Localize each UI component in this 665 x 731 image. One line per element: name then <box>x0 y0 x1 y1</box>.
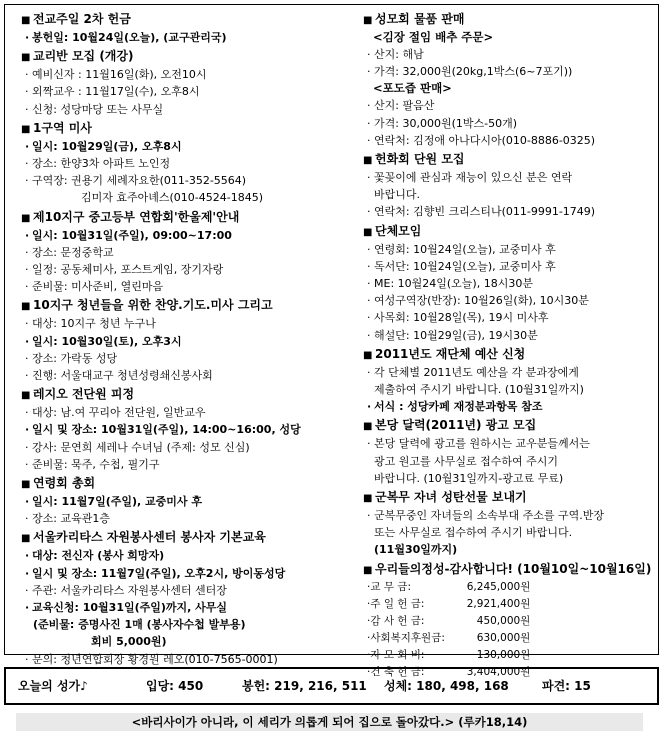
info-line: ME: 10월24일(오늘), 18시30분 <box>374 277 533 291</box>
info-line: 본당 달력에 광고를 원하시는 교우분들께서는 <box>374 437 590 451</box>
section-title: 1구역 미사 <box>33 120 92 135</box>
hymn-label: 오늘의 성가♪ <box>18 679 88 693</box>
section-title: 우리들의정성-감사합니다! (10월10일~10월16일) <box>375 561 652 576</box>
section-title: 군복무 자녀 성탄선물 보내기 <box>375 490 527 505</box>
section-title: 2011년도 재단체 예산 신청 <box>375 346 526 361</box>
square-bullet-icon: ■ <box>21 15 31 26</box>
info-line: 여성구역장(반장): 10월26일(화), 10시30분 <box>374 294 589 308</box>
section-title: 단체모임 <box>375 223 422 238</box>
section-budget-request: ■ 2011년도 재단체 예산 신청 · 각 단체별 2011년도 예산을 각 분과장에게 제출하여 주시기 바랍니다. (10월31일까지) · 서식 : 성당카페 재정분과항목 참조 <box>363 346 584 414</box>
info-line: 신청: 성당마당 또는 사무실 <box>32 102 164 116</box>
hymn-communion: 성체: 180, 498, 168 <box>384 679 509 693</box>
info-line: 사목회: 10월28일(목), 19시 미사후 <box>374 311 549 325</box>
square-bullet-icon: ■ <box>363 349 373 361</box>
section-district-mass: ■ 1구역 미사 · 일시: 10월29일(금), 오후8시 · 장소: 한양3차 아파트 노인정 · 구역장: 권용기 세례자요한(011-352-5564) 김미자 효주아녜스(010-4524-1845) <box>21 120 264 205</box>
info-line: 교육신청: 10월31일(주일)까지, 사무실 <box>32 601 228 615</box>
info-line: 연락처: 김정애 아나다시아(010-8886-0325) <box>374 133 596 147</box>
section-title: 본당 달력(2011년) 광고 모집 <box>375 418 537 433</box>
section-title: 전교주일 2차 헌금 <box>33 12 131 26</box>
section-military-gifts: ■ 군복무 자녀 성탄선물 보내기 · 군복무중인 자녀들의 소속부대 주소를 구역.반장 또는 사무실로 접수하여 주시기 바랍니다. (11월30일까지) <box>363 490 605 557</box>
info-line: 구역장: 권용기 세례자요한(011-352-5564) <box>32 174 247 188</box>
square-bullet-icon: ■ <box>21 390 31 402</box>
info-line: 장소: 가락동 성당 <box>32 351 118 365</box>
square-bullet-icon: ■ <box>363 226 373 238</box>
section-young-adult-worship: ■ 10지구 청년들을 위한 찬양.기도.미사 그리고 · 대상: 10지구 청년 누구나 · 일시: 10월30일(토), 오후3시 · 장소: 가락동 성당 · 진행: 서울대교구 청년성령쇄신봉사회 <box>21 298 273 383</box>
section-flower-recruit: ■ 헌화회 단원 모집 · 꽃꽂이에 관심과 재능이 있으신 분은 연락 바랍니다. · 연락처: 김향빈 크리스티나(011-9991-1749) <box>363 152 596 219</box>
square-bullet-icon: ■ <box>363 421 373 433</box>
info-line: 연락처: 김향빈 크리스티나(011-9991-1749) <box>374 205 596 219</box>
square-bullet-icon: ■ <box>21 212 31 224</box>
section-title: 헌화회 단원 모집 <box>375 152 465 167</box>
hymn-offertory: 봉헌: 219, 216, 511 <box>242 679 367 693</box>
section-youth-festival: ■ 제10지구 중고등부 연합회'한울제'안내 · 일시: 10월31일(주일), 09:00~17:00 · 장소: 문정중학교 · 일정: 공동체미사, 포스트게임, 장기자랑 · 준비물: 미사준비, 열린마음 <box>21 209 240 294</box>
right-column <box>363 11 659 683</box>
info-line: 일정: 공동체미사, 포스트게임, 장기자랑 <box>32 263 224 277</box>
section-title: 제10지구 중고등부 연합회'한울제'안내 <box>33 209 240 224</box>
info-line: 군복무중인 자녀들의 소속부대 주소를 구역.반장 <box>374 509 605 523</box>
info-line: 봉헌일: 10월24일(오늘), (교구관리국) <box>32 31 227 44</box>
section-offerings <box>363 561 659 681</box>
hymn-recessional: 파견: 15 <box>542 679 591 693</box>
info-line: 일시 및 장소: 10월31일(주일), 14:00~16:00, 성당 <box>32 423 301 437</box>
square-bullet-icon: ■ <box>21 533 31 545</box>
info-line: 김미자 효주아녜스(010-4524-1845) <box>81 191 264 205</box>
info-line: 서식 : 성당카페 재정분과항목 참조 <box>374 400 543 414</box>
info-line: 예비신자 : 11월16일(화), 오전10시 <box>32 68 207 82</box>
info-line: 광고 원고를 사무실로 접수하여 주시기 <box>374 454 559 468</box>
info-line: 또는 사무실로 접수하여 주시기 바랍니다. <box>374 526 573 540</box>
info-line: 제출하여 주시기 바랍니다. (10월31일까지) <box>374 383 584 397</box>
info-line: 일시: 10월31일(주일), 09:00~17:00 <box>32 228 232 242</box>
info-line: 가격: 30,000원(1박스-50개) <box>374 116 517 130</box>
info-line: 연령회: 10월24일(오늘), 교중미사 후 <box>374 242 556 256</box>
info-line: (준비물: 증명사진 1매 (봉사자수첩 발부용) <box>33 618 246 632</box>
info-line: 장소: 한양3차 아파트 노인정 <box>32 157 171 171</box>
info-line: 해설단: 10월29일(금), 19시30분 <box>374 328 538 342</box>
info-line: 일시: 11월7일(주일), 교중미사 후 <box>32 495 202 509</box>
section-title: 연령회 총회 <box>33 476 96 491</box>
info-line: 산지: 해남 <box>374 48 424 61</box>
info-line: 외짝교우 : 11월17일(수), 오후8시 <box>32 85 200 99</box>
info-line: 산지: 팔음산 <box>374 99 435 113</box>
offering-row: · 건 축 헌 금: 3,404,000원 <box>367 665 531 678</box>
section-title: 레지오 전단원 피정 <box>33 387 135 402</box>
section-title: 10지구 청년들을 위한 찬양.기도.미사 그리고 <box>33 298 273 313</box>
info-line: 바랍니다. (10월31일까지-광고료 무료) <box>374 471 564 485</box>
sub-heading: <김장 절임 배추 주문> <box>373 30 494 44</box>
square-bullet-icon: ■ <box>363 15 373 26</box>
section-mission-sunday: ■ 전교주일 2차 헌금 · 봉헌일: 10월24일(오늘), (교구관리국) <box>21 12 227 44</box>
info-line: 준비물: 묵주, 수첩, 필기구 <box>32 457 160 471</box>
section-title: 교리반 모집 (개강) <box>33 49 134 64</box>
section-catechism-class: ■ 교리반 모집 (개강) · 예비신자 : 11월16일(화), 오전10시 · 외짝교우 : 11월17일(수), 오후8시 · 신청: 성당마당 또는 사무실 <box>21 49 207 116</box>
square-bullet-icon: ■ <box>363 155 373 167</box>
info-line: 대상: 10지구 청년 누구나 <box>32 317 156 331</box>
info-line: 일시: 10월30일(토), 오후3시 <box>32 334 182 348</box>
section-title: 서울카리타스 자원봉사센터 봉사자 기본교육 <box>33 530 266 545</box>
section-title: 성모회 물품 판매 <box>375 12 465 26</box>
info-line: 일시: 10월29일(금), 오후8시 <box>32 139 182 153</box>
info-line: 일시 및 장소: 11월7일(주일), 오후2시, 방이동성당 <box>32 566 286 580</box>
section-group-meetings: ■ 단체모임 · 연령회: 10월24일(오늘), 교중미사 후 · 독서단: 10월24일(오늘), 교중미사 후 · ME: 10월24일(오늘), 18시30분 · 여성구역장(반장): 10월26일(화), 10시30분 · 사목회: 10월28일(목), 19시 미사후 · 해설단: 10월29일(금), 19시30분 <box>363 223 589 342</box>
info-line: 진행: 서울대교구 청년성령쇄신봉사회 <box>32 369 213 383</box>
info-line: 대상: 전신자 (봉사 희망자) <box>32 549 165 563</box>
section-sale: ■ 성모회 물품 판매 <김장 절임 배추 주문> · 산지: 해남 · 가격: 32,000원(20kg,1박스(6~7포기)) <포도즙 판매> · 산지: 팔음산 · 가격: 30,000원(1박스-50개) · 연락처: 김정애 아나다시아(010-8886-0325) <box>363 11 659 149</box>
info-line: 회비 5,000원) <box>91 635 167 649</box>
info-line: (11월30일까지) <box>374 543 458 557</box>
square-bullet-icon: ■ <box>21 301 31 313</box>
offering-row: · 사회복지후원금: 630,000원 <box>367 631 531 644</box>
offering-row: · 감 사 헌 금: 450,000원 <box>367 614 531 627</box>
info-line: 강사: 문연희 세레나 수녀님 (주제: 성모 신심) <box>32 440 250 454</box>
section-caritas-training: ■ 서울카리타스 자원봉사센터 봉사자 기본교육 · 대상: 전신자 (봉사 희망자) · 일시 및 장소: 11월7일(주일), 오후2시, 방이동성당 · 주관: 서울카리타스 자원봉사센터 센터장 · 교육신청: 10월31일(주일)까지, 사무실 (준비물: 증명사진 1매 (봉사자수첩 발부용) 회비 5,000원) · 문의: 청년연합회장 황경원 레오(010-7565-0001) <box>21 530 286 666</box>
offering-row: · 주 일 헌 금: 2,921,400원 <box>367 597 531 610</box>
info-line: 대상: 남.여 꾸리아 전단원, 일반교우 <box>32 406 206 420</box>
offering-row: · 자 모 회 비: 130,000원 <box>367 648 531 661</box>
info-line: 준비물: 미사준비, 열린마음 <box>32 280 164 294</box>
section-funeral-society: ■ 연령회 총회 · 일시: 11월7일(주일), 교중미사 후 · 장소: 교육관1층 <box>21 476 202 526</box>
info-line: 장소: 문정중학교 <box>32 245 114 259</box>
square-bullet-icon: ■ <box>363 564 373 576</box>
info-line: 문의: 청년연합회장 황경원 레오(010-7565-0001) <box>32 652 278 666</box>
info-line: 독서단: 10월24일(오늘), 교중미사 후 <box>374 259 556 273</box>
info-line: 장소: 교육관1층 <box>32 512 110 526</box>
info-line: 꽃꽂이에 관심과 재능이 있으신 분은 연락 <box>374 171 573 185</box>
info-line: 가격: 32,000원(20kg,1박스(6~7포기)) <box>374 65 573 79</box>
hymn-bar <box>4 667 659 705</box>
info-line: 바랍니다. <box>374 188 421 202</box>
scripture-quote: <바리사이가 아니라, 이 세리가 의롭게 되어 집으로 돌아갔다.> (루카18,14) <box>16 713 643 731</box>
section-legio-retreat: ■ 레지오 전단원 피정 · 대상: 남.여 꾸리아 전단원, 일반교우 · 일시 및 장소: 10월31일(주일), 14:00~16:00, 성당 · 강사: 문연희 세레나 수녀님 (주제: 성모 신심) · 준비물: 묵주, 수첩, 필기구 <box>21 387 301 471</box>
info-line: 각 단체별 2011년도 예산을 각 분과장에게 <box>374 365 579 379</box>
square-bullet-icon: ■ <box>21 479 31 491</box>
section-calendar-ads: ■ 본당 달력(2011년) 광고 모집 · 본당 달력에 광고를 원하시는 교우분들께서는 광고 원고를 사무실로 접수하여 주시기 바랍니다. (10월31일까지-광고료 무료) <box>363 418 590 485</box>
sub-heading: <포도즙 판매> <box>373 81 452 96</box>
left-column <box>21 11 345 670</box>
square-bullet-icon: ■ <box>363 493 373 505</box>
info-line: 주관: 서울카리타스 자원봉사센터 센터장 <box>32 583 227 597</box>
notice-board <box>4 4 659 678</box>
square-bullet-icon: ■ <box>21 52 31 64</box>
offering-row: · 교 무 금: 6,245,000원 <box>367 580 531 593</box>
hymn-entrance: 입당: 450 <box>146 679 204 693</box>
square-bullet-icon: ■ <box>21 123 31 135</box>
